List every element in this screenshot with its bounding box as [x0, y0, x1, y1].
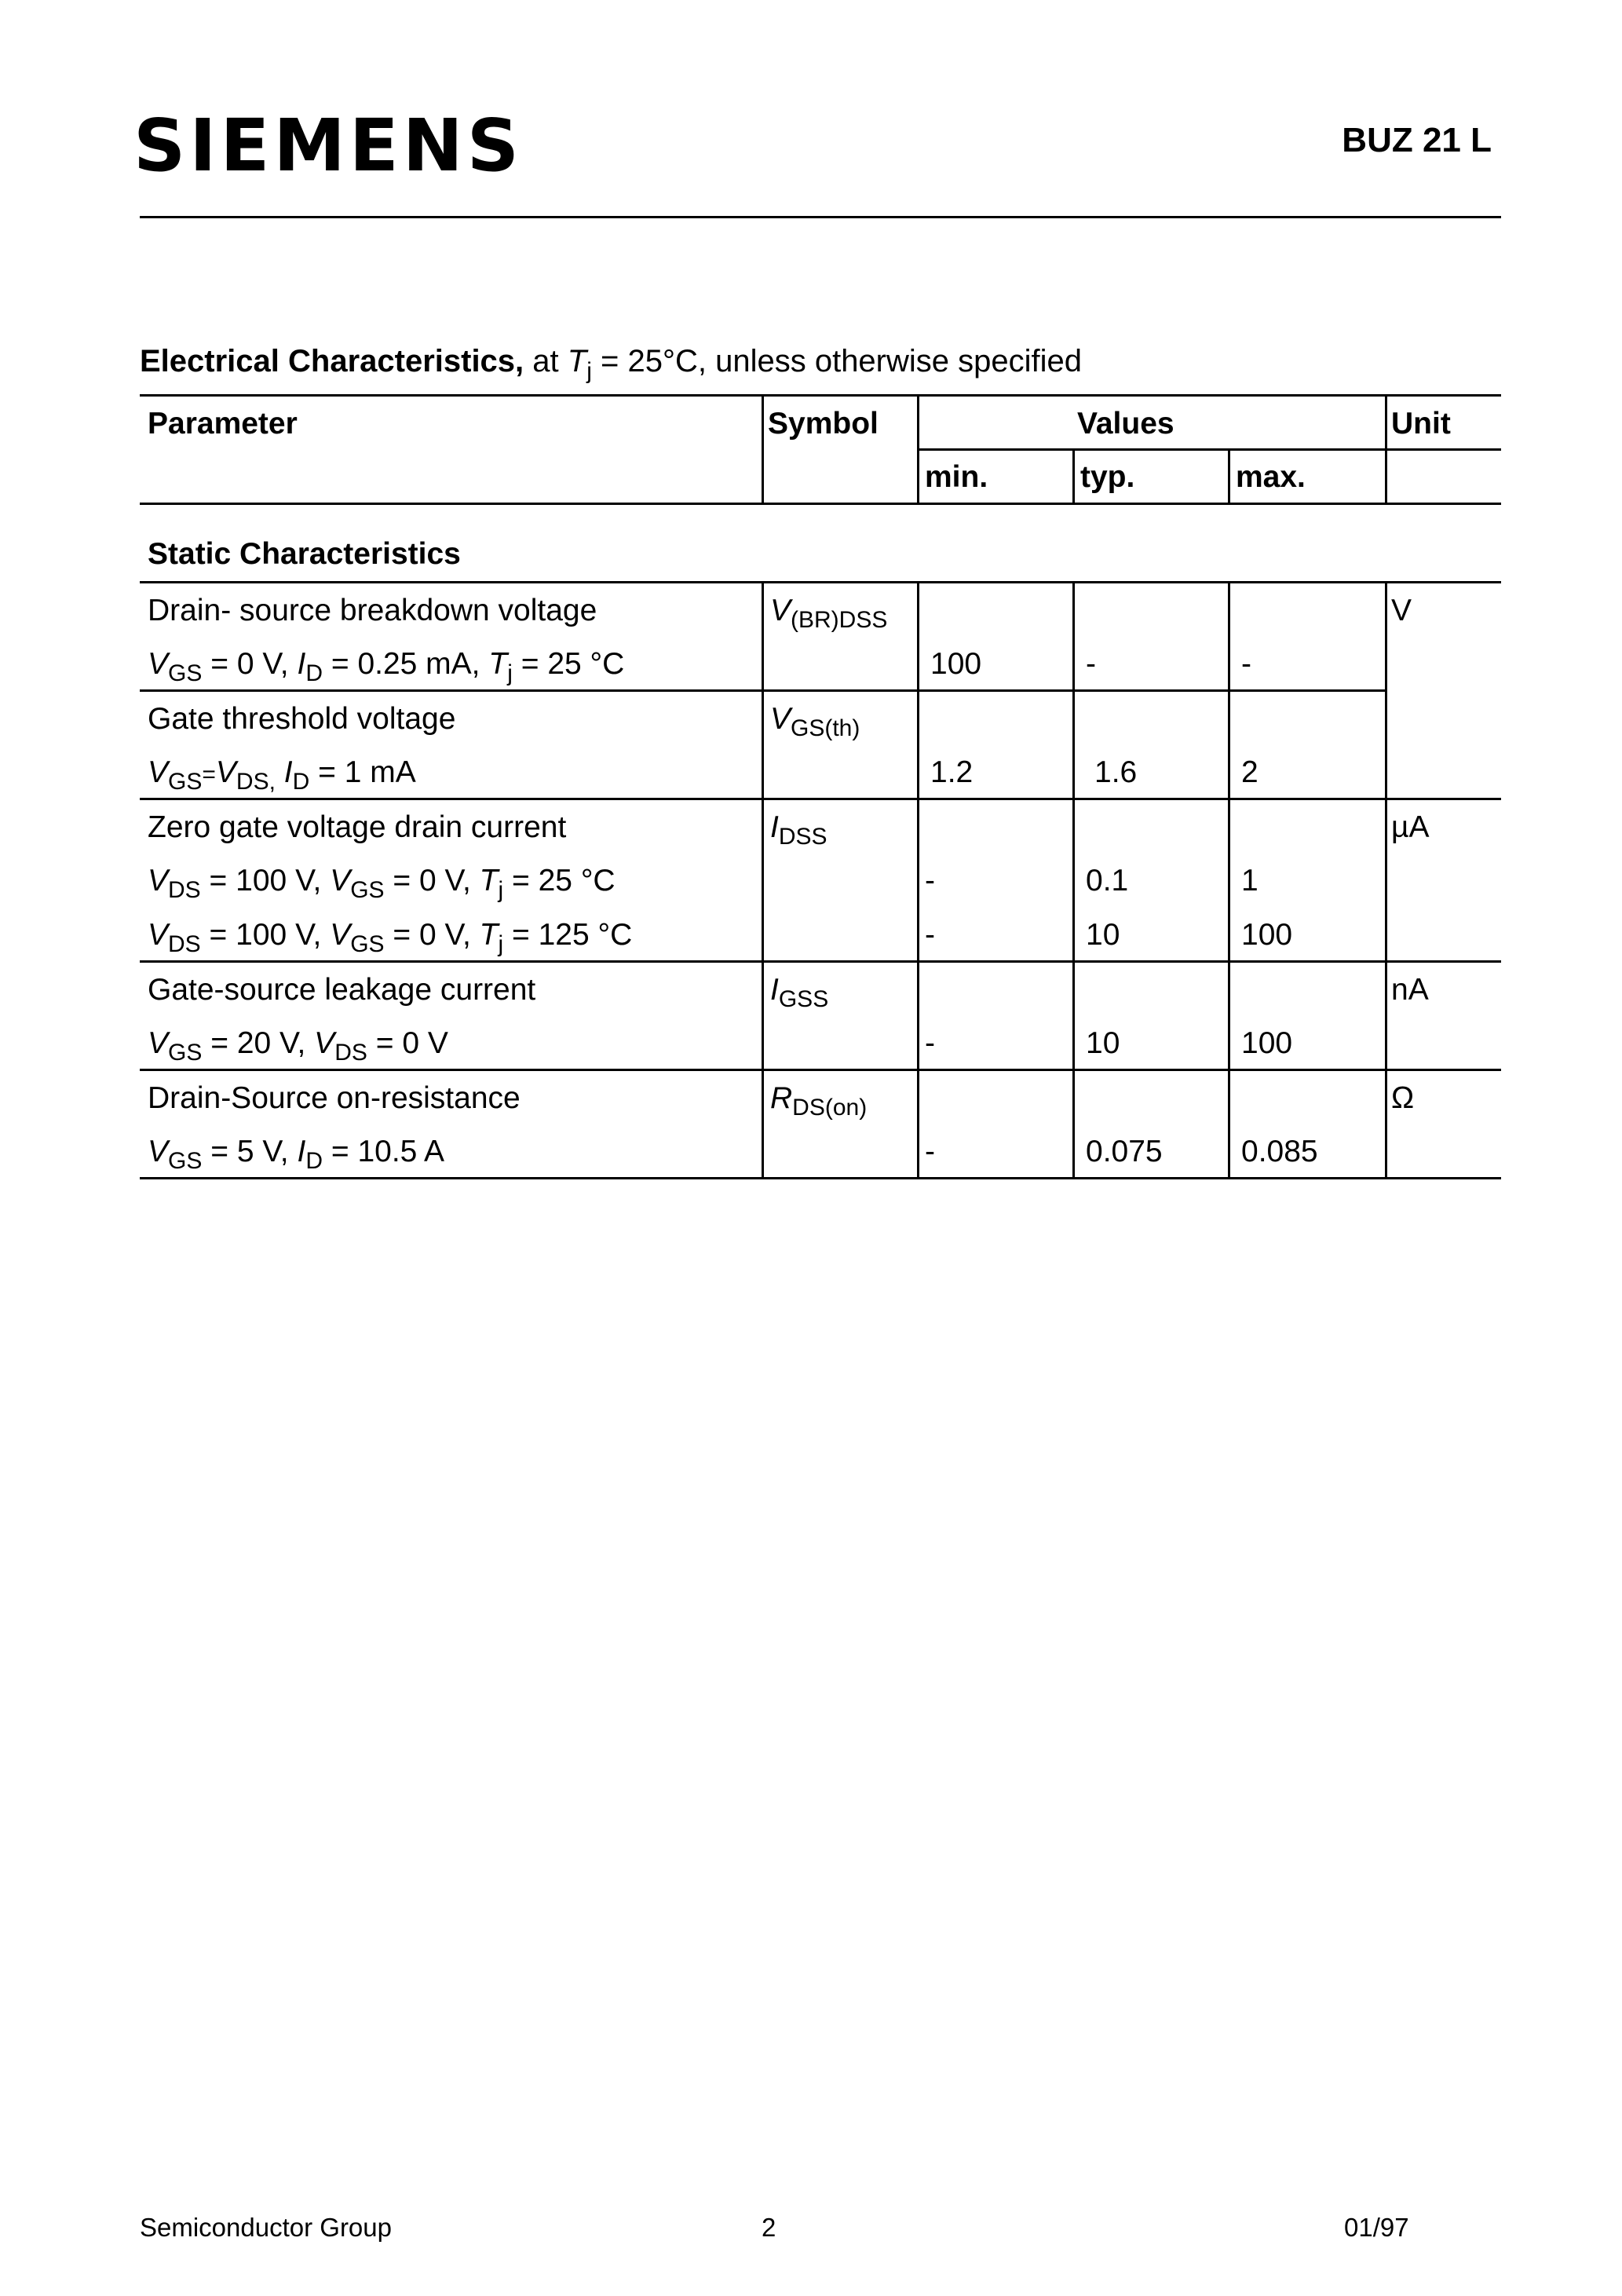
max-on-resistance: 0.085	[1241, 1135, 1318, 1168]
param-zero-gate-current: Zero gate voltage drain current	[148, 810, 567, 844]
header-max: max.	[1236, 460, 1306, 494]
cond-text: = 0 V,	[393, 918, 471, 952]
row-rule-4	[140, 1069, 1501, 1071]
cond-on-resistance	[148, 1135, 445, 1174]
vrule-max-header	[1228, 448, 1230, 503]
symbol-sub: DS(on)	[792, 1095, 868, 1121]
param-gate-threshold: Gate threshold voltage	[148, 702, 456, 736]
cond-sym: V	[148, 864, 169, 898]
symbol-on-resistance	[770, 1081, 868, 1121]
cond-text: = 1 mA	[318, 755, 416, 789]
symbol-main: V	[770, 702, 791, 736]
table-bottom-rule	[140, 1177, 1501, 1179]
cond-text: = 5 V,	[210, 1135, 289, 1168]
cond-sub: DS	[168, 877, 201, 903]
min-zero-gate-1: -	[925, 864, 935, 898]
heading-at: at	[532, 344, 559, 378]
cond-sym: V	[148, 1135, 169, 1168]
typ-zero-gate-1: 0.1	[1086, 864, 1129, 898]
symbol-sub: (BR)DSS	[791, 607, 888, 633]
cond-sub: D	[305, 1148, 323, 1174]
min-gate-leakage: -	[925, 1026, 935, 1060]
typ-gate-leakage: 10	[1086, 1026, 1120, 1060]
cond-sym: T	[488, 647, 508, 681]
vrule-symbol-header	[762, 394, 764, 503]
symbol-zero-gate-current	[770, 810, 827, 850]
cond-sym: V	[330, 864, 351, 898]
row-rule-2	[140, 798, 1501, 800]
cond-sub: GS	[168, 1040, 203, 1066]
unit-volt: V	[1391, 594, 1412, 627]
typ-zero-gate-2: 10	[1086, 918, 1120, 952]
cond-sub: GS	[350, 931, 385, 957]
vrule-max	[1228, 581, 1230, 1177]
cond-text: = 0 V	[375, 1026, 448, 1060]
cond-sym: I	[297, 1135, 306, 1168]
vrule-unit-header	[1385, 394, 1387, 503]
symbol-main: I	[770, 810, 779, 844]
table-top-rule	[140, 394, 1501, 397]
cond-zero-gate-current-2	[148, 918, 633, 957]
param-gate-leakage: Gate-source leakage current	[148, 973, 536, 1007]
cond-sub: D	[305, 660, 323, 686]
cond-sub: DS	[334, 1040, 367, 1066]
cond-sym: I	[283, 755, 293, 789]
cond-text: = 25 °C	[521, 647, 625, 681]
footer-group: Semiconductor Group	[140, 2213, 392, 2242]
vrule-unit	[1385, 581, 1387, 1177]
max-zero-gate-2: 100	[1241, 918, 1293, 952]
row-rule-3	[140, 960, 1501, 963]
header-typ: typ.	[1080, 460, 1135, 494]
heading-j: j	[586, 358, 592, 384]
cond-sub: GS	[350, 877, 385, 903]
cond-text: = 10.5 A	[331, 1135, 445, 1168]
cond-eq: =	[202, 762, 216, 788]
cond-text: = 20 V,	[210, 1026, 306, 1060]
max-zero-gate-1: 1	[1241, 864, 1259, 898]
param-on-resistance: Drain-Source on-resistance	[148, 1081, 521, 1115]
cond-sym: T	[479, 864, 499, 898]
unit-ohm: Ω	[1391, 1081, 1415, 1115]
cond-gate-threshold	[148, 755, 416, 795]
header-min: min.	[925, 460, 988, 494]
header-bottom-rule	[140, 503, 1501, 505]
header-unit: Unit	[1391, 407, 1451, 441]
unit-nanoamp: nA	[1391, 973, 1429, 1007]
cond-sym: V	[314, 1026, 335, 1060]
footer-date: 01/97	[1344, 2213, 1409, 2242]
cond-sub: DS	[168, 931, 201, 957]
cond-sym: V	[215, 755, 236, 789]
cond-sym: V	[148, 755, 169, 789]
cond-sym: V	[330, 918, 351, 952]
cond-gate-leakage	[148, 1026, 448, 1066]
header-parameter: Parameter	[148, 407, 298, 441]
max-gate-leakage: 100	[1241, 1026, 1293, 1060]
vrule-min	[917, 581, 919, 1177]
header-rule	[140, 216, 1501, 218]
header-values: Values	[1077, 407, 1174, 441]
symbol-gate-threshold	[770, 702, 860, 741]
cond-sub: j	[498, 931, 504, 957]
cond-breakdown-voltage	[148, 647, 625, 686]
heading-t: T	[567, 344, 587, 378]
cond-text: = 125 °C	[512, 918, 633, 952]
header-symbol: Symbol	[768, 407, 879, 441]
cond-sub: GS	[168, 1148, 203, 1174]
symbol-sub: DSS	[778, 824, 827, 850]
cond-sub: DS,	[236, 769, 276, 795]
typ-gate-threshold: 1.6	[1094, 755, 1138, 789]
heading-bold: Electrical Characteristics,	[140, 344, 524, 378]
group-title: Static Characteristics	[148, 537, 461, 571]
symbol-sub: GS(th)	[791, 715, 860, 741]
max-breakdown: -	[1241, 647, 1251, 681]
cond-text: = 0.25 mA,	[331, 647, 480, 681]
cond-sym: V	[148, 647, 169, 681]
symbol-main: R	[770, 1081, 793, 1115]
min-zero-gate-2: -	[925, 918, 935, 952]
values-subheader-rule	[917, 448, 1501, 451]
part-number: BUZ 21 L	[1342, 121, 1492, 159]
min-breakdown: 100	[930, 647, 982, 681]
cond-zero-gate-current-1	[148, 864, 616, 903]
cond-sub: GS	[168, 660, 203, 686]
typ-breakdown: -	[1086, 647, 1096, 681]
typ-on-resistance: 0.075	[1086, 1135, 1163, 1168]
vrule-typ	[1072, 581, 1075, 1177]
cond-text: = 100 V,	[209, 864, 322, 898]
cond-sym: T	[479, 918, 499, 952]
section-heading	[140, 342, 1083, 384]
cond-text: = 25 °C	[512, 864, 616, 898]
heading-rest: = 25°C, unless otherwise specified	[601, 344, 1083, 378]
cond-sub: j	[507, 660, 513, 686]
min-gate-threshold: 1.2	[930, 755, 974, 789]
cond-sym: I	[297, 647, 306, 681]
max-gate-threshold: 2	[1241, 755, 1259, 789]
group-rule	[140, 581, 1501, 583]
vrule-values-header	[917, 394, 919, 503]
unit-microamp: µA	[1391, 810, 1430, 844]
cond-sym: V	[148, 918, 169, 952]
footer-page-number: 2	[762, 2213, 776, 2242]
cond-text: = 0 V,	[210, 647, 289, 681]
min-on-resistance: -	[925, 1135, 935, 1168]
cond-text: = 0 V,	[393, 864, 471, 898]
cond-sym: V	[148, 1026, 169, 1060]
symbol-gate-leakage	[770, 973, 829, 1012]
vrule-typ-header	[1072, 448, 1075, 503]
param-breakdown-voltage: Drain- source breakdown voltage	[148, 594, 597, 627]
symbol-breakdown-voltage	[770, 594, 888, 633]
symbol-sub: GSS	[778, 986, 829, 1012]
symbol-main: I	[770, 973, 779, 1007]
cond-sub: D	[292, 769, 310, 795]
cond-sub: j	[498, 877, 504, 903]
cond-text: = 100 V,	[209, 918, 322, 952]
vrule-symbol	[762, 581, 764, 1177]
symbol-main: V	[770, 594, 791, 627]
siemens-logo: SIEMENS	[133, 104, 523, 188]
cond-sub: GS	[168, 769, 203, 795]
